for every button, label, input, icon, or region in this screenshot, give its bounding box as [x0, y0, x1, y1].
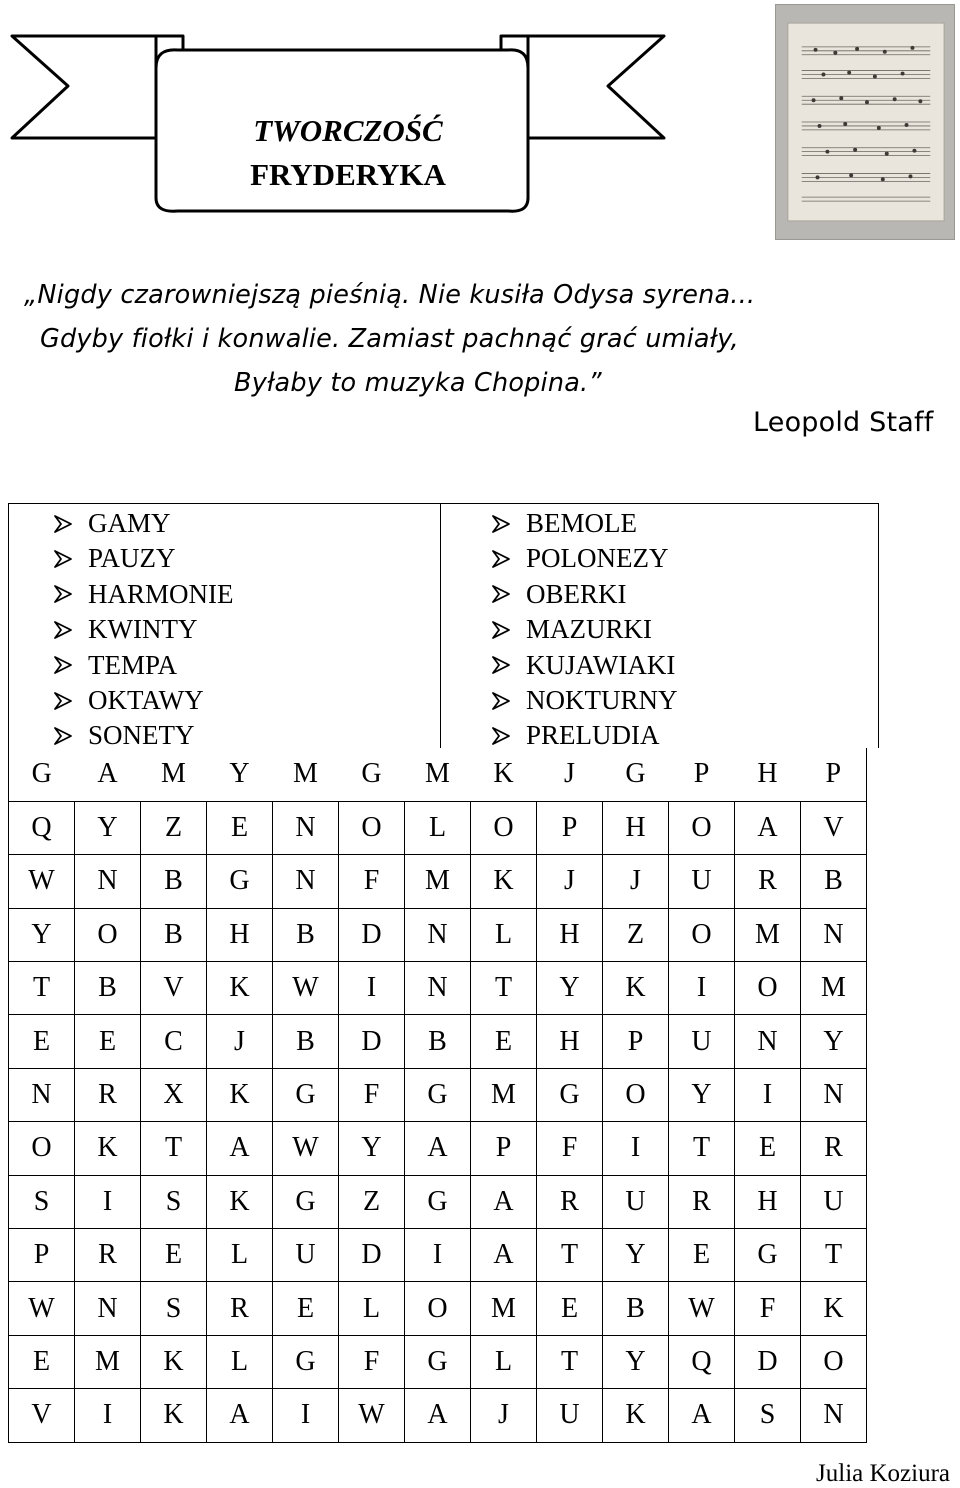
arrowhead-bullet-icon: [490, 619, 526, 641]
grid-cell: D: [339, 1015, 405, 1068]
word-label: KWINTY: [88, 614, 198, 645]
grid-cell: S: [141, 1282, 207, 1335]
grid-row: [9, 801, 867, 854]
grid-cell: Y: [9, 908, 75, 961]
arrowhead-bullet-icon: [52, 583, 88, 605]
grid-cell: B: [75, 962, 141, 1015]
grid-cell: L: [471, 908, 537, 961]
grid-cell: E: [537, 1282, 603, 1335]
word-item: [490, 577, 678, 612]
grid-cell: K: [207, 1175, 273, 1228]
grid-cell: B: [603, 1282, 669, 1335]
grid-cell: F: [537, 1122, 603, 1175]
grid-row: [9, 748, 867, 801]
grid-row: [9, 908, 867, 961]
grid-cell: U: [273, 1229, 339, 1282]
grid-cell: M: [273, 748, 339, 801]
grid-cell: S: [9, 1175, 75, 1228]
grid-cell: K: [207, 1068, 273, 1121]
grid-cell: N: [273, 855, 339, 908]
word-label: POLONEZY: [526, 543, 669, 574]
grid-cell: J: [537, 748, 603, 801]
grid-cell: R: [75, 1068, 141, 1121]
grid-cell: O: [801, 1335, 867, 1388]
grid-cell: R: [537, 1175, 603, 1228]
grid-cell: L: [339, 1282, 405, 1335]
grid-row: [9, 1335, 867, 1388]
grid-cell: X: [141, 1068, 207, 1121]
grid-cell: M: [735, 908, 801, 961]
grid-cell: J: [603, 855, 669, 908]
grid-cell: T: [471, 962, 537, 1015]
grid-cell: K: [141, 1389, 207, 1442]
grid-cell: R: [75, 1229, 141, 1282]
grid-cell: K: [471, 748, 537, 801]
grid-cell: G: [273, 1175, 339, 1228]
grid-cell: R: [669, 1175, 735, 1228]
word-label: OBERKI: [526, 578, 627, 609]
grid-cell: W: [339, 1389, 405, 1442]
grid-cell: U: [603, 1175, 669, 1228]
grid-cell: T: [669, 1122, 735, 1175]
grid-cell: I: [75, 1389, 141, 1442]
arrowhead-bullet-icon: [490, 654, 526, 676]
grid-cell: U: [537, 1389, 603, 1442]
grid-cell: E: [207, 801, 273, 854]
grid-cell: G: [735, 1229, 801, 1282]
grid-cell: Q: [9, 801, 75, 854]
grid-cell: K: [801, 1282, 867, 1335]
grid-row: [9, 855, 867, 908]
grid-cell: W: [9, 1282, 75, 1335]
grid-cell: U: [669, 1015, 735, 1068]
grid-row: [9, 1015, 867, 1068]
grid-cell: V: [141, 962, 207, 1015]
quote-line-2: Gdyby fiołki i konwalie. Zamiast pachnąć grać umiały,: [40, 324, 739, 354]
grid-cell: P: [801, 748, 867, 801]
grid-cell: N: [801, 908, 867, 961]
grid-cell: N: [273, 801, 339, 854]
grid-cell: K: [141, 1335, 207, 1388]
grid-cell: H: [735, 748, 801, 801]
grid-cell: I: [339, 962, 405, 1015]
grid-cell: I: [75, 1175, 141, 1228]
word-label: HARMONIE: [88, 578, 234, 609]
word-item: [52, 506, 234, 541]
grid-cell: E: [75, 1015, 141, 1068]
grid-cell: O: [339, 801, 405, 854]
quote-line-1: „Nigdy czarowniejszą pieśnią. Nie kusiła Odysa syrena...: [24, 280, 756, 310]
grid-cell: G: [405, 1175, 471, 1228]
grid-cell: V: [801, 801, 867, 854]
word-item: [490, 648, 678, 683]
word-item: [52, 612, 234, 647]
word-item: [490, 612, 678, 647]
grid-row: [9, 1122, 867, 1175]
grid-cell: S: [141, 1175, 207, 1228]
grid-cell: N: [405, 908, 471, 961]
grid-cell: Y: [207, 748, 273, 801]
word-item: [52, 648, 234, 683]
grid-cell: G: [9, 748, 75, 801]
word-item: [490, 683, 678, 718]
grid-cell: I: [405, 1229, 471, 1282]
grid-cell: Y: [603, 1335, 669, 1388]
grid-cell: K: [75, 1122, 141, 1175]
grid-cell: T: [141, 1122, 207, 1175]
grid-cell: A: [669, 1389, 735, 1442]
grid-cell: W: [9, 855, 75, 908]
grid-cell: B: [141, 908, 207, 961]
word-search-grid: [8, 748, 867, 1443]
grid-cell: F: [735, 1282, 801, 1335]
grid-cell: T: [537, 1229, 603, 1282]
grid-cell: A: [405, 1122, 471, 1175]
grid-cell: I: [669, 962, 735, 1015]
arrowhead-bullet-icon: [490, 690, 526, 712]
grid-cell: E: [9, 1015, 75, 1068]
word-label: SONETY: [88, 720, 195, 751]
arrowhead-bullet-icon: [490, 548, 526, 570]
grid-cell: P: [471, 1122, 537, 1175]
grid-cell: G: [207, 855, 273, 908]
grid-cell: O: [9, 1122, 75, 1175]
grid-cell: G: [273, 1068, 339, 1121]
grid-cell: T: [9, 962, 75, 1015]
grid-cell: B: [273, 1015, 339, 1068]
title-line-2: FRYDERYKA: [250, 157, 446, 192]
grid-cell: T: [537, 1335, 603, 1388]
grid-cell: O: [405, 1282, 471, 1335]
author-signature: Julia Koziura: [816, 1460, 950, 1487]
grid-cell: M: [75, 1335, 141, 1388]
grid-cell: G: [537, 1068, 603, 1121]
grid-cell: R: [801, 1122, 867, 1175]
word-label: TEMPA: [88, 649, 178, 680]
arrowhead-bullet-icon: [52, 725, 88, 747]
grid-cell: L: [207, 1335, 273, 1388]
grid-cell: Y: [801, 1015, 867, 1068]
grid-cell: F: [339, 855, 405, 908]
grid-cell: D: [339, 908, 405, 961]
grid-cell: J: [471, 1389, 537, 1442]
word-list-right: [490, 506, 678, 754]
grid-cell: H: [537, 1015, 603, 1068]
arrowhead-bullet-icon: [52, 548, 88, 570]
grid-cell: L: [405, 801, 471, 854]
word-label: PRELUDIA: [526, 720, 660, 751]
grid-cell: L: [471, 1335, 537, 1388]
grid-cell: I: [603, 1122, 669, 1175]
grid-row: [9, 1175, 867, 1228]
grid-cell: W: [669, 1282, 735, 1335]
grid-cell: U: [669, 855, 735, 908]
grid-cell: I: [735, 1068, 801, 1121]
grid-cell: E: [735, 1122, 801, 1175]
grid-cell: H: [537, 908, 603, 961]
word-item: [52, 541, 234, 576]
grid-cell: N: [9, 1068, 75, 1121]
grid-cell: Q: [669, 1335, 735, 1388]
word-list-left: [52, 506, 234, 754]
grid-cell: A: [75, 748, 141, 801]
arrowhead-bullet-icon: [490, 513, 526, 535]
word-label: OKTAWY: [88, 684, 204, 715]
title-line-1: TWORCZOŚĆ: [253, 113, 443, 148]
grid-cell: J: [537, 855, 603, 908]
grid-cell: K: [471, 855, 537, 908]
grid-cell: B: [273, 908, 339, 961]
grid-cell: D: [339, 1229, 405, 1282]
grid-cell: Z: [141, 801, 207, 854]
grid-cell: R: [207, 1282, 273, 1335]
grid-cell: G: [405, 1068, 471, 1121]
grid-cell: Y: [603, 1229, 669, 1282]
grid-cell: O: [471, 801, 537, 854]
grid-cell: I: [273, 1389, 339, 1442]
grid-cell: G: [405, 1335, 471, 1388]
word-label: PAUZY: [88, 543, 176, 574]
grid-row: [9, 1389, 867, 1442]
word-item: [490, 506, 678, 541]
grid-cell: E: [471, 1015, 537, 1068]
arrowhead-bullet-icon: [52, 513, 88, 535]
title-banner: [8, 28, 668, 223]
arrowhead-bullet-icon: [490, 583, 526, 605]
grid-cell: K: [207, 962, 273, 1015]
grid-cell: P: [669, 748, 735, 801]
arrowhead-bullet-icon: [52, 690, 88, 712]
grid-cell: Y: [537, 962, 603, 1015]
grid-cell: Y: [339, 1122, 405, 1175]
grid-cell: N: [801, 1068, 867, 1121]
grid-cell: J: [207, 1015, 273, 1068]
grid-cell: L: [207, 1229, 273, 1282]
grid-cell: M: [405, 855, 471, 908]
word-item: [52, 683, 234, 718]
word-label: KUJAWIAKI: [526, 649, 676, 680]
grid-cell: N: [75, 855, 141, 908]
grid-cell: P: [9, 1229, 75, 1282]
grid-cell: Z: [603, 908, 669, 961]
grid-cell: G: [603, 748, 669, 801]
grid-cell: G: [339, 748, 405, 801]
grid-cell: N: [735, 1015, 801, 1068]
grid-cell: M: [471, 1282, 537, 1335]
grid-cell: K: [603, 962, 669, 1015]
grid-cell: K: [603, 1389, 669, 1442]
grid-cell: O: [75, 908, 141, 961]
grid-cell: B: [405, 1015, 471, 1068]
grid-cell: B: [141, 855, 207, 908]
grid-cell: M: [141, 748, 207, 801]
grid-cell: C: [141, 1015, 207, 1068]
grid-row: [9, 962, 867, 1015]
arrowhead-bullet-icon: [490, 725, 526, 747]
grid-cell: D: [735, 1335, 801, 1388]
sheet-music-icon: [776, 5, 954, 239]
grid-cell: H: [207, 908, 273, 961]
grid-cell: M: [405, 748, 471, 801]
grid-cell: G: [273, 1335, 339, 1388]
grid-cell: F: [339, 1068, 405, 1121]
grid-row: [9, 1229, 867, 1282]
grid-cell: A: [207, 1122, 273, 1175]
grid-cell: H: [735, 1175, 801, 1228]
word-label: GAMY: [88, 508, 171, 538]
grid-cell: P: [537, 801, 603, 854]
grid-cell: E: [669, 1229, 735, 1282]
grid-cell: O: [603, 1068, 669, 1121]
grid-body: [9, 748, 867, 1442]
grid-cell: W: [273, 962, 339, 1015]
grid-cell: O: [735, 962, 801, 1015]
word-item: [52, 577, 234, 612]
grid-cell: N: [801, 1389, 867, 1442]
grid-cell: B: [801, 855, 867, 908]
grid-cell: Y: [75, 801, 141, 854]
grid-cell: P: [603, 1015, 669, 1068]
arrowhead-bullet-icon: [52, 654, 88, 676]
grid-cell: O: [669, 801, 735, 854]
grid-cell: F: [339, 1335, 405, 1388]
grid-cell: A: [405, 1389, 471, 1442]
grid-cell: S: [735, 1389, 801, 1442]
grid-cell: M: [801, 962, 867, 1015]
grid-cell: E: [9, 1335, 75, 1388]
grid-cell: A: [207, 1389, 273, 1442]
grid-cell: R: [735, 855, 801, 908]
grid-cell: A: [471, 1229, 537, 1282]
grid-cell: E: [273, 1282, 339, 1335]
grid-cell: Y: [669, 1068, 735, 1121]
word-item: [490, 541, 678, 576]
grid-cell: Z: [339, 1175, 405, 1228]
grid-cell: O: [669, 908, 735, 961]
quote-line-3: Byłaby to muzyka Chopina.”: [234, 368, 602, 398]
grid-cell: M: [471, 1068, 537, 1121]
quote-author: Leopold Staff: [753, 407, 934, 438]
arrowhead-bullet-icon: [52, 619, 88, 641]
grid-cell: A: [735, 801, 801, 854]
grid-cell: A: [471, 1175, 537, 1228]
grid-cell: H: [603, 801, 669, 854]
word-list-divider: [440, 503, 441, 748]
grid-cell: T: [801, 1229, 867, 1282]
grid-cell: N: [405, 962, 471, 1015]
grid-row: [9, 1068, 867, 1121]
word-label: BEMOLE: [526, 508, 637, 538]
word-label: NOKTURNY: [526, 684, 678, 715]
sheet-music-photo: [775, 4, 955, 240]
word-label: MAZURKI: [526, 614, 652, 645]
grid-row: [9, 1282, 867, 1335]
grid-cell: W: [273, 1122, 339, 1175]
grid-cell: U: [801, 1175, 867, 1228]
grid-cell: E: [141, 1229, 207, 1282]
grid-cell: N: [75, 1282, 141, 1335]
grid-cell: V: [9, 1389, 75, 1442]
